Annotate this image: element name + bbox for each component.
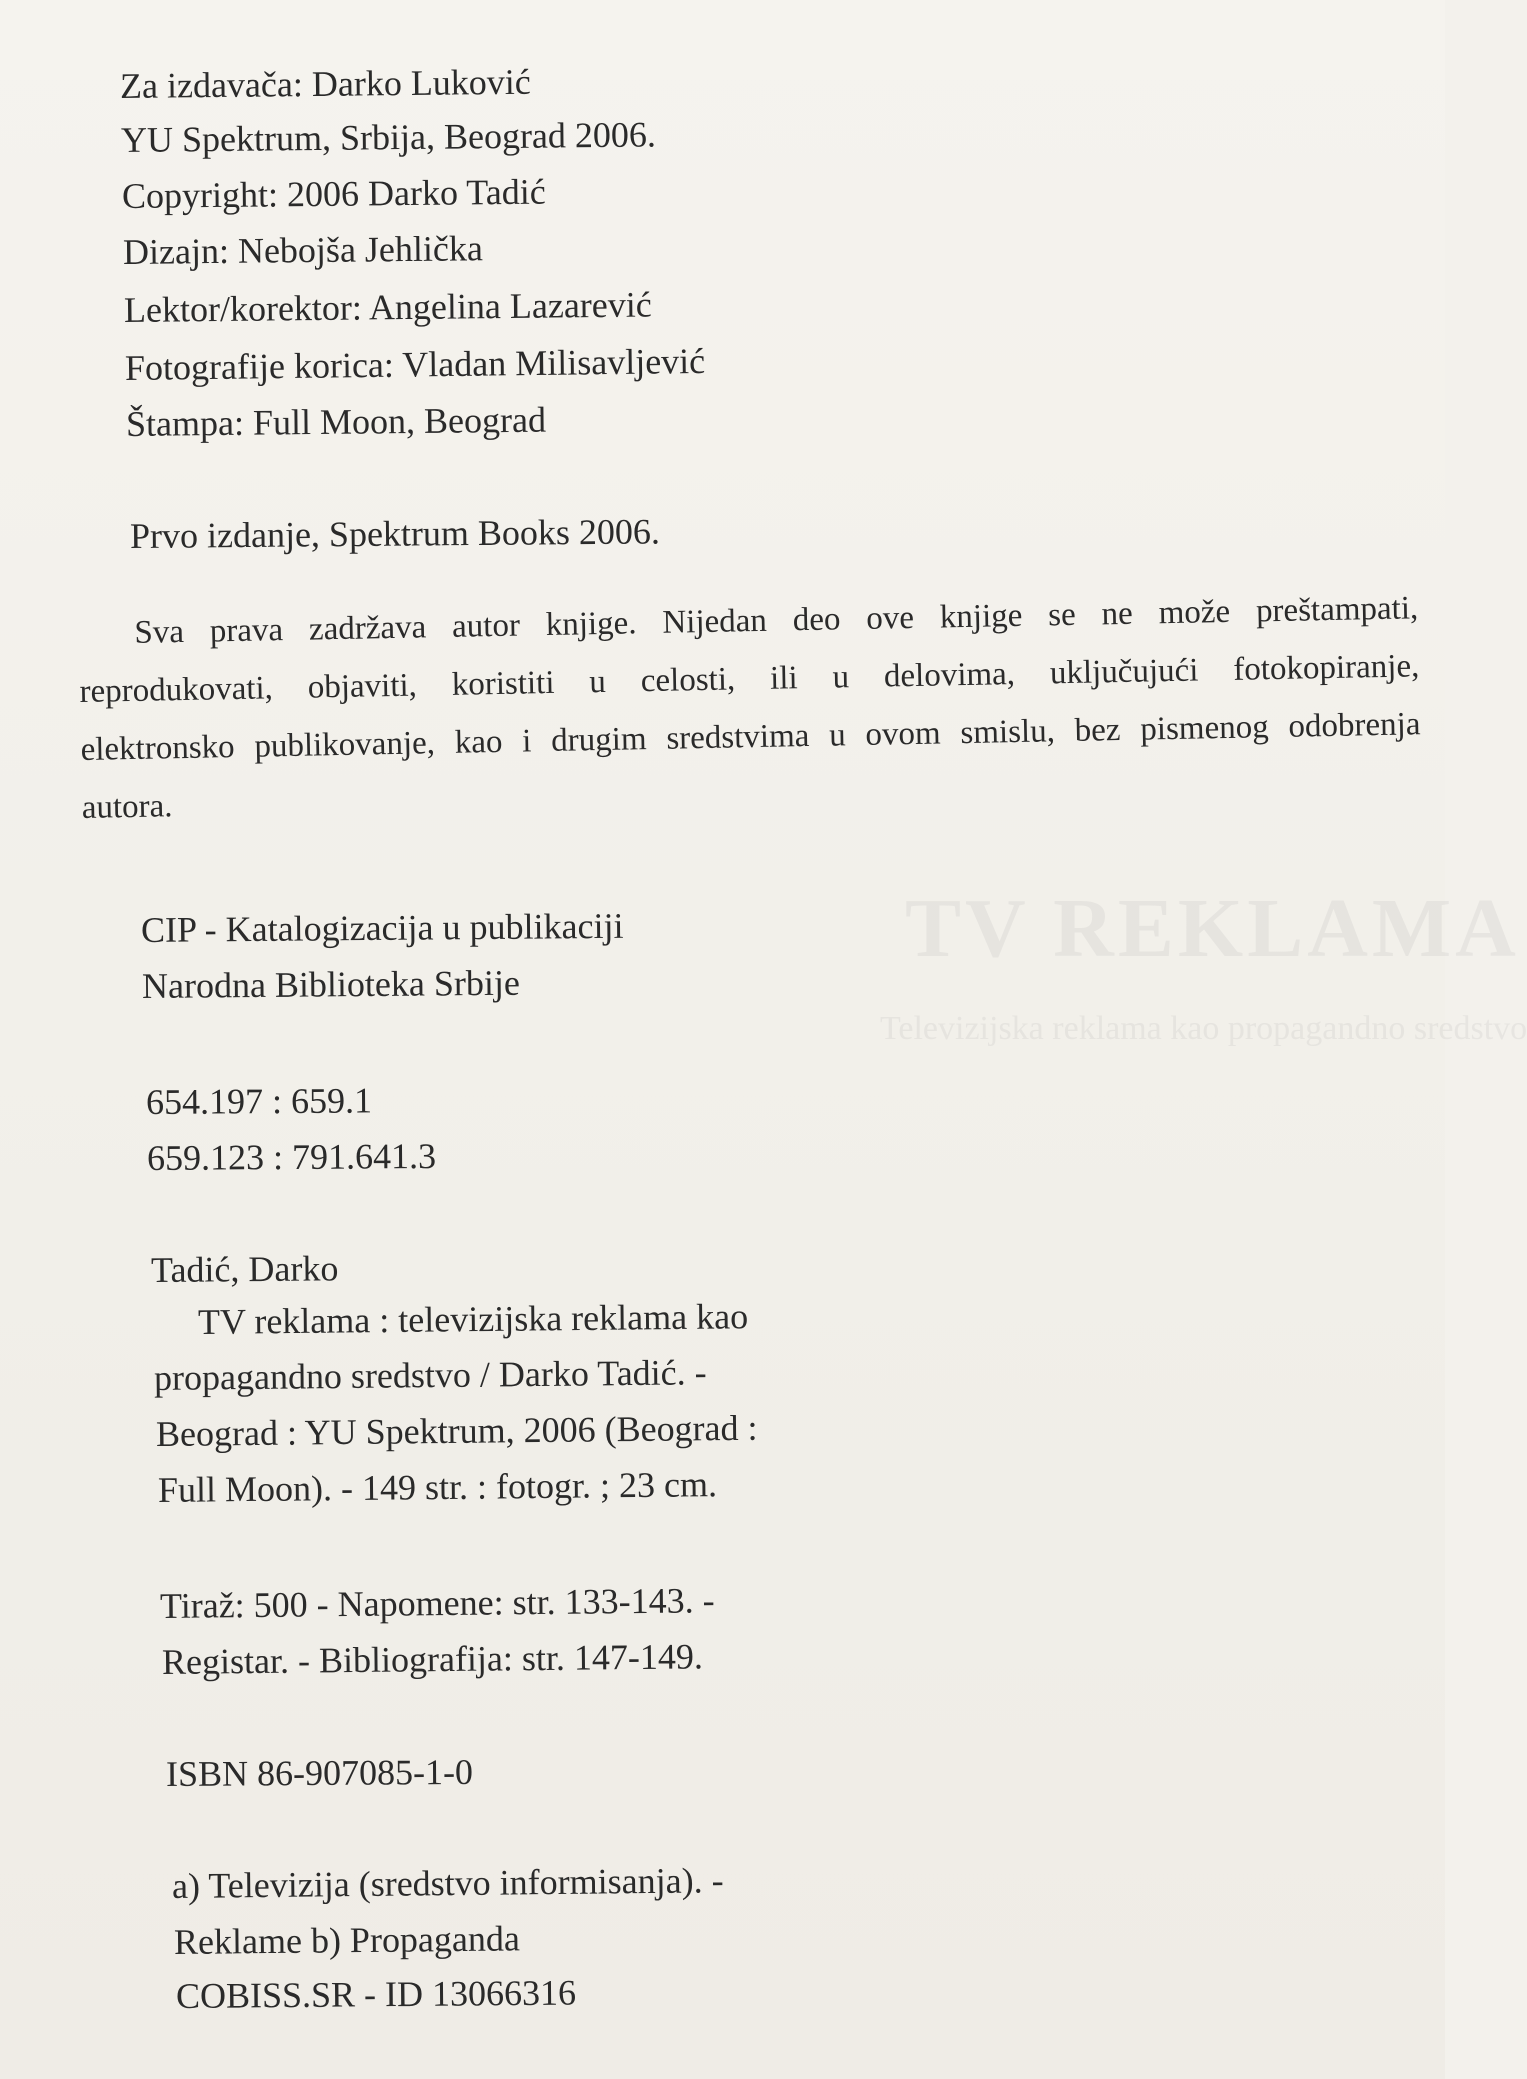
cip-description-line: TV reklama : televizijska reklama kao [197, 1296, 749, 1342]
cip-subjects-line: Reklame b) Propaganda [173, 1918, 521, 1962]
rights-notice [78, 586, 1422, 830]
imprint-copyright: Copyright: 2006 Darko Tadić [121, 171, 546, 216]
rights-notice-line: autora. [81, 788, 173, 826]
rights-notice-line: reprodukovati, objaviti, koristiti u celosti, ili u delovima, uključujući fotokopiranje, [79, 648, 1420, 710]
cip-cobiss: COBISS.SR - ID 13066316 [175, 1972, 577, 2016]
rights-notice-line: Sva prava zadržava autor knjige. Nijedan deo ove knjige se ne može preštampati, [134, 590, 1419, 651]
cip-description-line: Beograd : YU Spektrum, 2006 (Beograd : [155, 1407, 758, 1454]
cip-udc: 654.197 : 659.1 [145, 1080, 373, 1122]
cip-udc: 659.123 : 791.641.3 [146, 1135, 437, 1178]
imprint-place: YU Spektrum, Srbija, Beograd 2006. [120, 114, 657, 160]
bleed-through-title: TV REKLAMA [905, 882, 1520, 975]
imprint-photos: Fotografije korica: Vladan Milisavljević [124, 340, 706, 388]
cip-library: Narodna Biblioteka Srbije [141, 962, 521, 1006]
cip-heading: CIP - Katalogizacija u publikaciji [140, 905, 624, 950]
bleed-through-subtitle: Televizijska reklama kao propagandno sredstvo [880, 1010, 1527, 1047]
cip-isbn: ISBN 86-907085-1-0 [165, 1751, 474, 1794]
edition-line: Prvo izdanje, Spektrum Books 2006. [129, 511, 661, 556]
cip-author: Tadić, Darko [150, 1248, 339, 1290]
cip-subjects-line: a) Televizija (sredstvo informisanja). - [171, 1860, 724, 1906]
cip-description-line: Full Moon). - 149 str. : fotogr. ; 23 cm. [157, 1464, 718, 1510]
imprint-print: Štampa: Full Moon, Beograd [125, 399, 547, 444]
cip-description-line: propagandno sredstvo / Darko Tadić. - [153, 1352, 707, 1398]
cip-notes-line: Tiraž: 500 - Napomene: str. 133-143. - [159, 1580, 715, 1626]
imprint-design: Dizajn: Nebojša Jehlička [122, 228, 484, 272]
cip-notes-line: Registar. - Bibliografija: str. 147-149. [161, 1636, 704, 1682]
rights-notice-line: elektronsko publikovanje, kao i drugim sredstvima u ovom smislu, bez pismenog odobrenja [80, 706, 1421, 768]
imprint-editor: Lektor/korektor: Angelina Lazarević [123, 284, 652, 330]
imprint-publisher: Za izdavača: Darko Luković [119, 61, 531, 106]
